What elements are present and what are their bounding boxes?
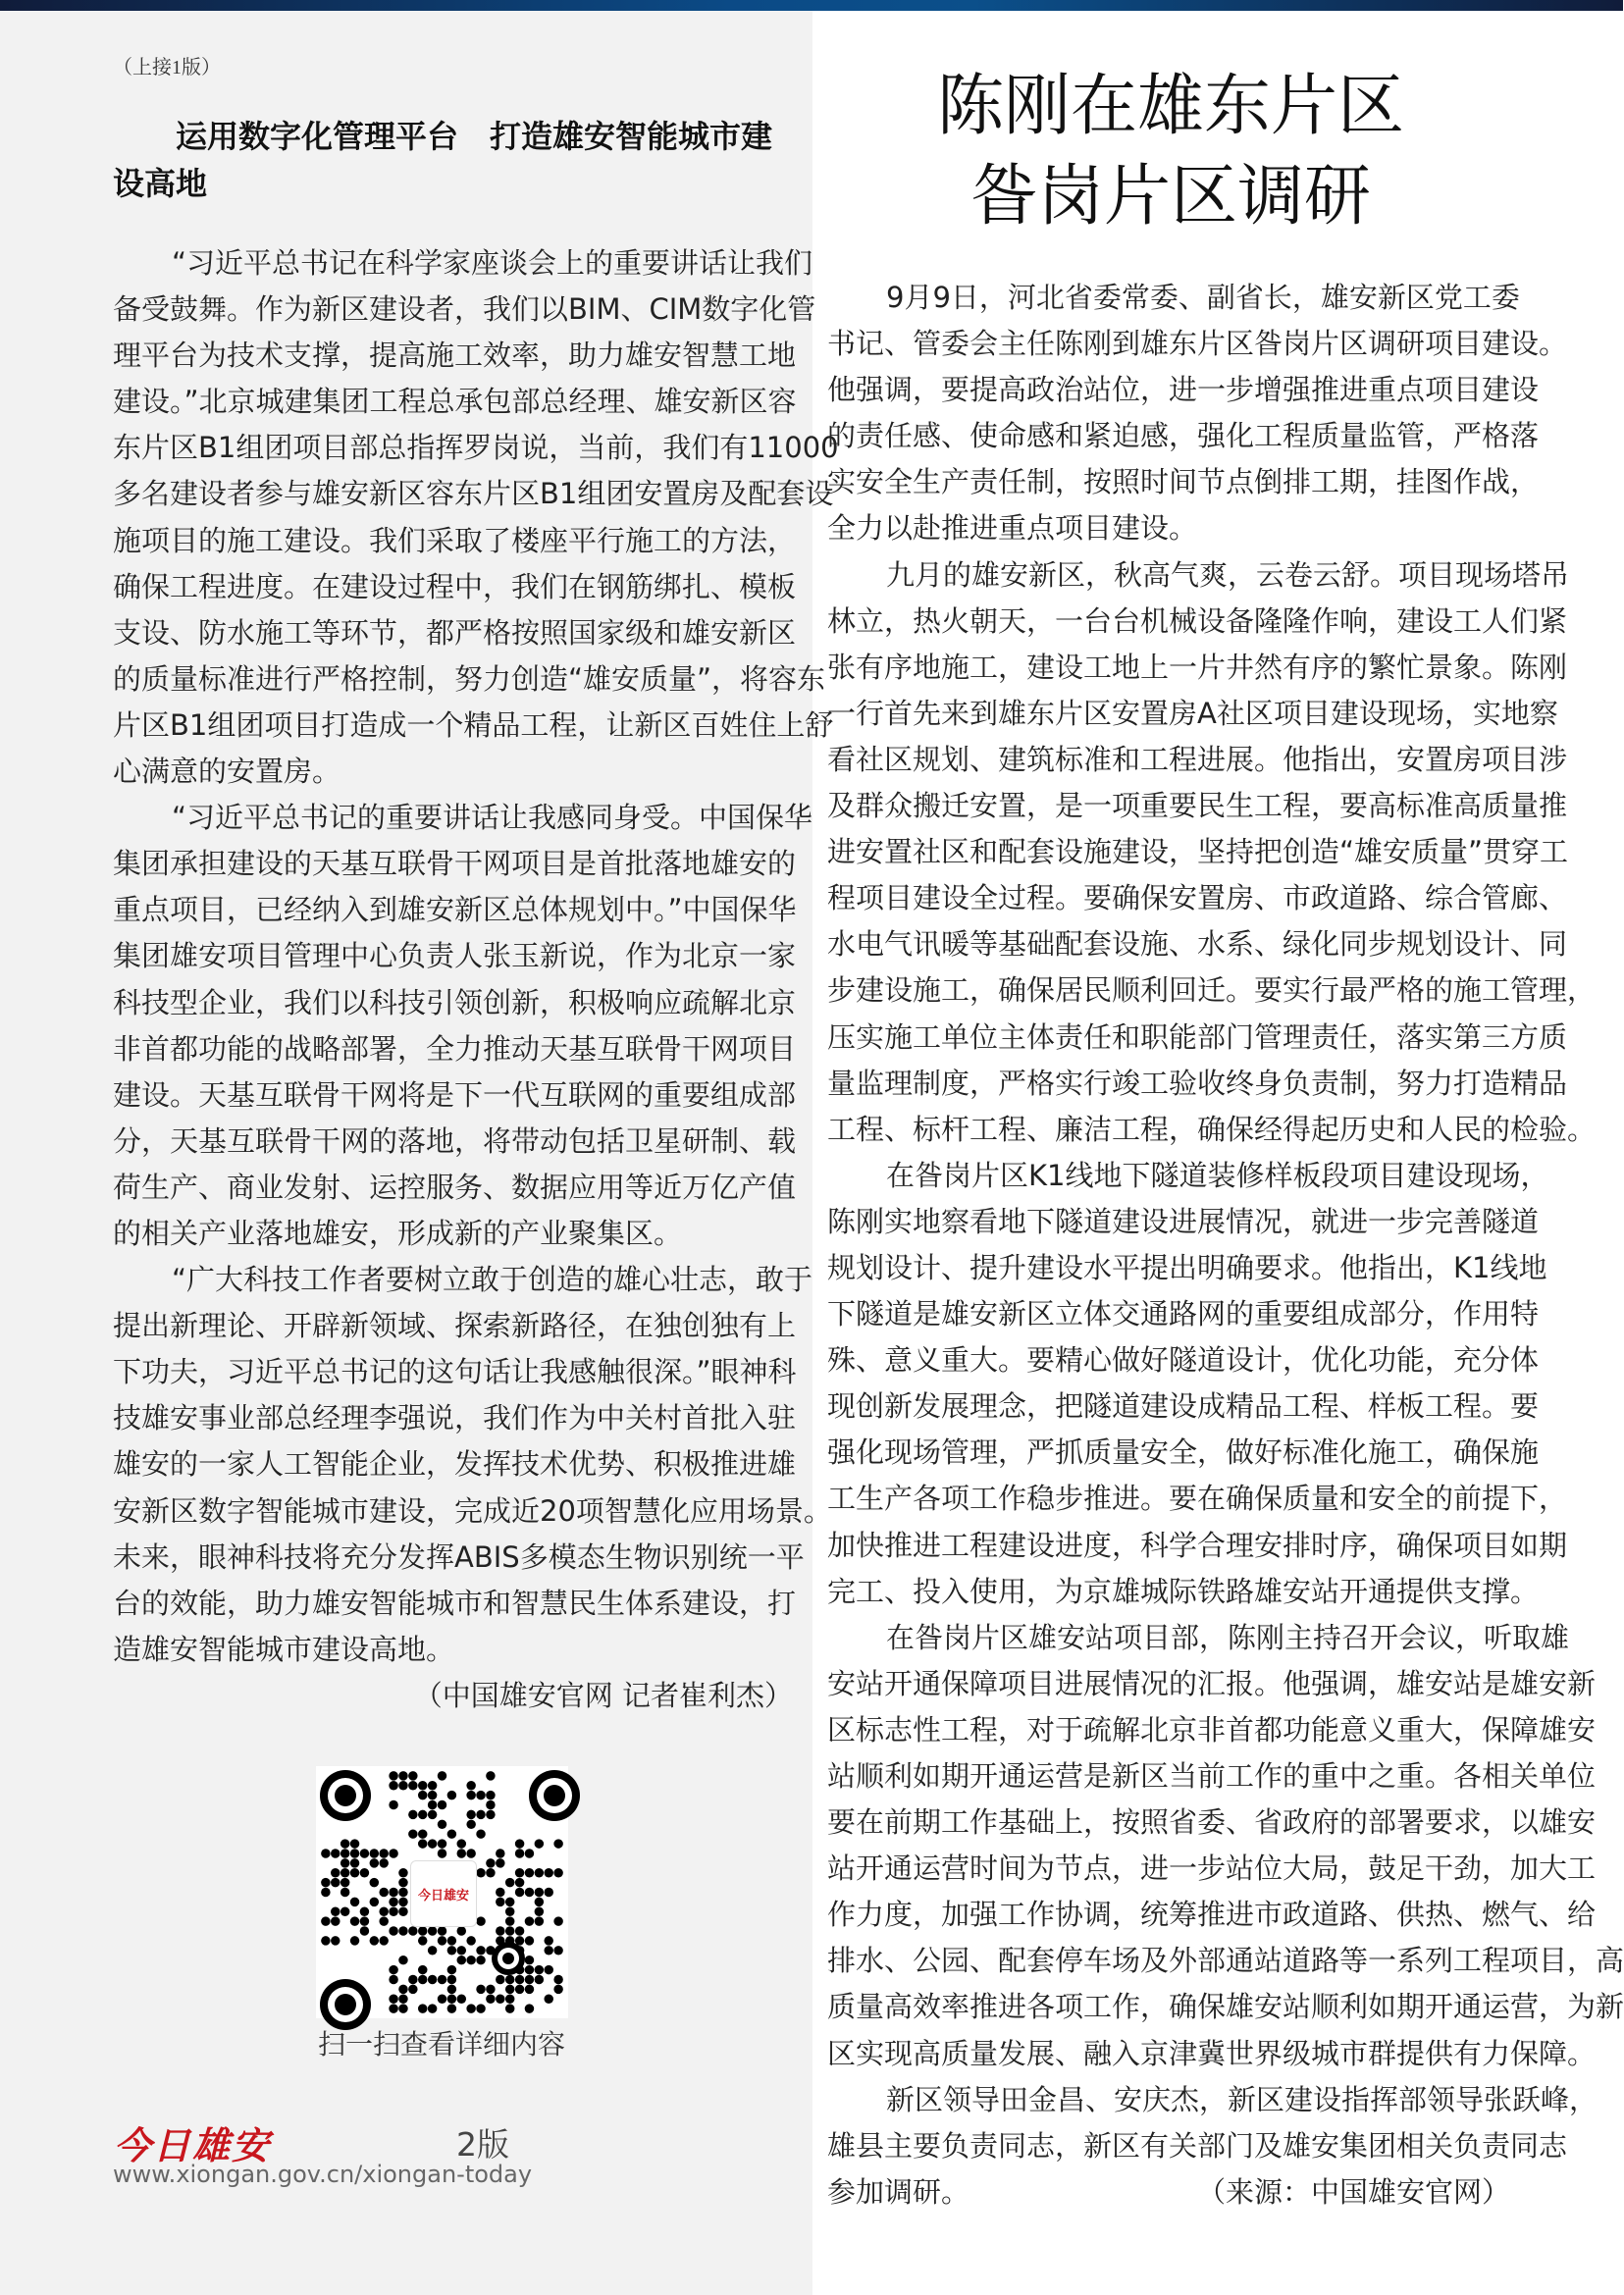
right-article-body: [827, 275, 1624, 2216]
brand-logo: 今日雄安: [114, 2123, 272, 2167]
paragraph-line: 程项目建设全过程。要确保安置房、市政道路、综合管廊、: [827, 881, 1568, 915]
paragraph-line: 步建设施工，确保居民顺利回迁。要实行最严格的施工管理，: [827, 973, 1597, 1008]
paragraph-line: 雄县主要负责同志，新区有关部门及雄安集团相关负责同志: [827, 2128, 1568, 2163]
paragraph-line: 台的效能，助力雄安智能城市和智慧民生体系建设，打: [113, 1586, 797, 1620]
paragraph-line: 水电气讯暖等基础配套设施、水系、绿化同步规划设计、同: [827, 927, 1568, 962]
paragraph-line: 未来，眼神科技将充分发挥ABIS多模态生物识别统一平: [113, 1539, 805, 1574]
page-edition: 2版: [456, 2125, 509, 2164]
paragraph-line: 强化现场管理，严抓质量安全，做好标准化施工，确保施: [827, 1435, 1540, 1470]
paragraph-line: 备受鼓舞。作为新区建设者，我们以BIM、CIM数字化管: [113, 292, 816, 327]
qr-code[interactable]: [316, 1766, 568, 2018]
paragraph-line: 书记、管委会主任陈刚到雄东片区昝岗片区调研项目建设。: [827, 327, 1568, 361]
paragraph-line: 施项目的施工建设。我们采取了楼座平行施工的方法，: [113, 523, 797, 557]
article-source: （来源：中国雄安官网）: [1196, 2174, 1510, 2209]
paragraph-line-text: 参加调研。: [827, 2174, 970, 2209]
paragraph-line: 看社区规划、建筑标准和工程进展。他指出，安置房项目涉: [827, 742, 1568, 776]
paragraph-line: 林立，热火朝天，一台台机械设备隆隆作响，建设工人们紧: [827, 603, 1568, 638]
paragraph-line: 9月9日，河北省委常委、副省长，雄安新区党工委: [886, 281, 1520, 314]
article-source: （中国雄安官网 记者崔利杰）: [413, 1678, 793, 1712]
paragraph-line: 量监理制度，严格实行竣工验收终身负责制，努力打造精品: [827, 1066, 1568, 1100]
paragraph-line: 及群众搬迁安置，是一项重要民生工程，要高标准高质量推: [827, 789, 1568, 823]
paragraph-line: 的责任感、使命感和紧迫感，强化工程质量监管，严格落: [827, 419, 1540, 453]
website-url[interactable]: www.xiongan.gov.cn/xiongan-today: [113, 2161, 533, 2188]
paragraph-line: 殊、意义重大。要精心做好隧道设计，优化功能，充分体: [827, 1343, 1540, 1378]
paragraph-line: 在昝岗片区K1线地下隧道装修样板段项目建设现场，: [886, 1158, 1549, 1192]
paragraph-line: 一行首先来到雄东片区安置房A社区项目建设现场，实地察: [827, 696, 1558, 730]
paragraph-line: 东片区B1组团项目部总指挥罗岗说，当前，我们有11000: [113, 431, 839, 465]
paragraph-line: 的质量标准进行严格控制，努力创造“雄安质量”，将容东: [113, 661, 826, 696]
qr-center-logo: 今日雄安: [417, 1888, 469, 1904]
paragraph-line: 心满意的安置房。: [113, 755, 341, 789]
paragraph-line: 的相关产业落地雄安，形成新的产业聚集区。: [113, 1216, 683, 1250]
paragraph-line: 进安置社区和配套设施建设，坚持把创造“雄安质量”贯穿工: [827, 835, 1569, 869]
paragraph-line: 确保工程进度。在建设过程中，我们在钢筋绑扎、模板: [113, 569, 797, 603]
paragraph-line: 多名建设者参与雄安新区容东片区B1组团安置房及配套设: [113, 477, 834, 511]
paragraph-line: 科技型企业，我们以科技引领创新，积极响应疏解北京: [113, 985, 797, 1019]
paragraph-line: 提出新理论、开辟新领域、探索新路径，在独创独有上: [113, 1309, 797, 1343]
left-article-title: 运用数字化管理平台 打造雄安智能城市建设高地: [113, 118, 773, 202]
paragraph-line: 新区领导田金昌、安庆杰，新区建设指挥部领导张跃峰，: [886, 2082, 1598, 2116]
paragraph-line: 在昝岗片区雄安站项目部，陈刚主持召开会议，听取雄: [886, 1620, 1570, 1654]
paragraph-line: 要在前期工作基础上，按照省委、省政府的部署要求，以雄安: [827, 1805, 1597, 1840]
paragraph-line: 实安全生产责任制，按照时间节点倒排工期，挂图作战，: [827, 465, 1540, 499]
paragraph-line: 他强调，要提高政治站位，进一步增强推进重点项目建设: [827, 373, 1540, 407]
paragraph-line: 张有序地施工，建设工地上一片井然有序的繁忙景象。陈刚: [827, 650, 1568, 684]
paragraph-line: “习近平总书记在科学家座谈会上的重要讲话让我们: [172, 246, 813, 280]
paragraph-line: 安新区数字智能城市建设，完成近20项智慧化应用场景。: [113, 1493, 832, 1528]
paragraph-line: 下隧道是雄安新区立体交通路网的重要组成部分，作用特: [827, 1297, 1540, 1331]
paragraph-line: 加快推进工程建设进度，科学合理安排时序，确保项目如期: [827, 1528, 1568, 1562]
paragraph-line: 非首都功能的战略部署，全力推动天基互联骨干网项目: [113, 1031, 797, 1066]
paragraph-line: 全力以赴推进重点项目建设。: [827, 511, 1198, 546]
paragraph-line: 下功夫，习近平总书记的这句话让我感触很深。”眼神科: [113, 1355, 797, 1389]
paragraph-line: [827, 2169, 1510, 2216]
qr-caption: 扫一扫查看详细内容: [317, 2028, 565, 2060]
paragraph-line: 区实现高质量发展、融入京津冀世界级城市群提供有力保障。: [827, 2036, 1597, 2070]
paragraph-line: 站顺利如期开通运营是新区当前工作的重中之重。各相关单位: [827, 1759, 1597, 1793]
paragraph-line: “广大科技工作者要树立敢于创造的雄心壮志，敢于: [172, 1263, 813, 1297]
paragraph-line: 分，天基互联骨干网的落地，将带动包括卫星研制、载: [113, 1123, 797, 1158]
paragraph-line: 规划设计、提升建设水平提出明确要求。他指出，K1线地: [827, 1250, 1547, 1284]
paragraph-line: 工程、标杆工程、廉洁工程，确保经得起历史和人民的检验。: [827, 1112, 1597, 1146]
paragraph-line: 建设。天基互联骨干网将是下一代互联网的重要组成部: [113, 1077, 797, 1112]
paragraph-line: 现创新发展理念，把隧道建设成精品工程、样板工程。要: [827, 1389, 1540, 1424]
left-article-body: [113, 240, 839, 1719]
paragraph-line: 集团雄安项目管理中心负责人张玉新说，作为北京一家: [113, 939, 797, 973]
paragraph-line: 建设。”北京城建集团工程总承包部总经理、雄安新区容: [113, 385, 797, 419]
paragraph-line: 集团承担建设的天基互联骨干网项目是首批落地雄安的: [113, 847, 797, 881]
paragraph-line: 站开通运营时间为节点，进一步站位大局，鼓足干劲，加大工: [827, 1852, 1597, 1886]
paragraph-line: 陈刚实地察看地下隧道建设进展情况，就进一步完善隧道: [827, 1204, 1540, 1238]
paragraph-line: 片区B1组团项目打造成一个精品工程，让新区百姓住上舒: [113, 707, 834, 742]
paragraph-line: 压实施工单位主体责任和职能部门管理责任，落实第三方质: [827, 1019, 1568, 1054]
paragraph-line: 造雄安智能城市建设高地。: [113, 1632, 455, 1666]
top-bar: [0, 0, 1623, 11]
right-article-title-line2: 昝岗片区调研: [969, 158, 1371, 235]
paragraph-line: 排水、公园、配套停车场及外部通站道路等一系列工程项目，高: [827, 1944, 1624, 1978]
paragraph-line: 质量高效率推进各项工作，确保雄安站顺利如期开通运营，为新: [827, 1990, 1624, 2024]
paragraph-line: “习近平总书记的重要讲话让我感同身受。中国保华: [172, 801, 813, 835]
paragraph-line: 安站开通保障项目进展情况的汇报。他强调，雄安站是雄安新: [827, 1666, 1597, 1700]
right-article-title-line1: 陈刚在雄东片区: [936, 68, 1404, 145]
paragraph-line: 理平台为技术支撑，提高施工效率，助力雄安智慧工地: [113, 339, 797, 373]
paragraph-line: 技雄安事业部总经理李强说，我们作为中关村首批入驻: [113, 1401, 797, 1435]
paragraph-line: 荷生产、商业发射、运控服务、数据应用等近万亿产值: [113, 1170, 797, 1204]
paragraph-line: 重点项目，已经纳入到雄安新区总体规划中。”中国保华: [113, 893, 797, 927]
paragraph-line: 作力度，加强工作协调，统筹推进市政道路、供热、燃气、给: [827, 1898, 1597, 1932]
paragraph-line: 区标志性工程，对于疏解北京非首都功能意义重大，保障雄安: [827, 1712, 1597, 1747]
paragraph-line: 支设、防水施工等环节，都严格按照国家级和雄安新区: [113, 615, 797, 650]
continued-from-label: （上接1版）: [113, 57, 221, 78]
paragraph-line: 九月的雄安新区，秋高气爽，云卷云舒。项目现场塔吊: [886, 557, 1570, 592]
paragraph-line: 雄安的一家人工智能企业，发挥技术优势、积极推进雄: [113, 1447, 797, 1482]
paragraph-line: 工生产各项工作稳步推进。要在确保质量和安全的前提下，: [827, 1482, 1568, 1516]
paragraph-line: 完工、投入使用，为京雄城际铁路雄安站开通提供支撑。: [827, 1574, 1540, 1608]
